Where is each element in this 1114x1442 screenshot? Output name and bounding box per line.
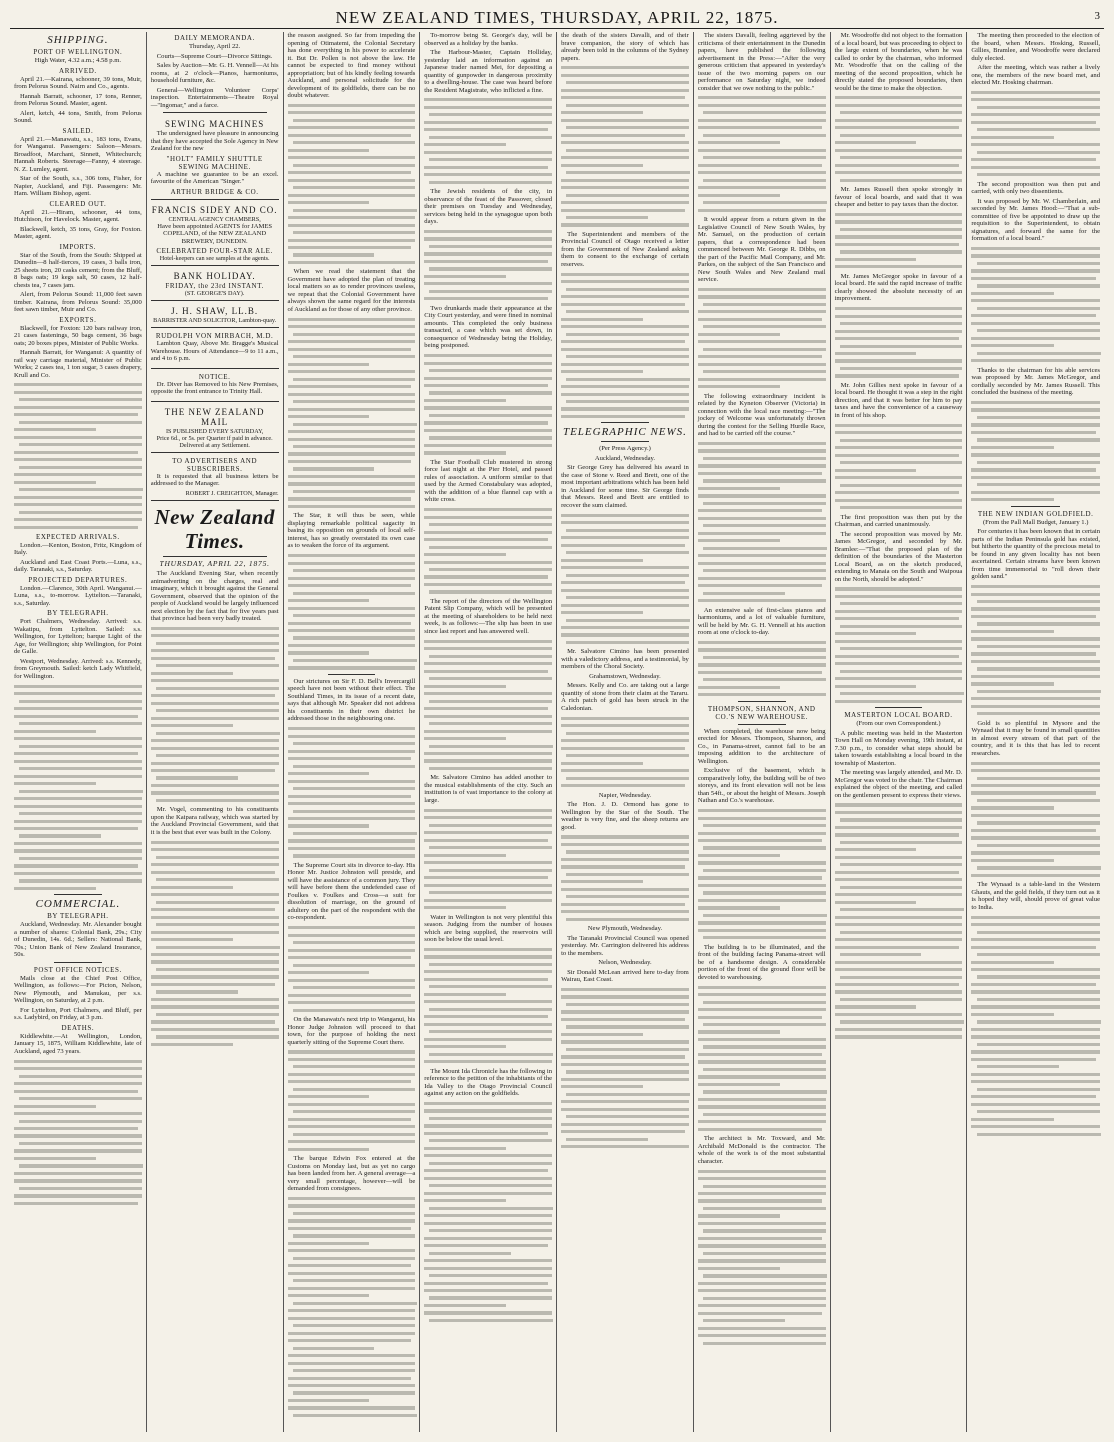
goldfield-source: (From the Pall Mall Budget, January 1.)	[982, 518, 1089, 526]
text-lines	[288, 1050, 416, 1150]
telegraph-heading: BY TELEGRAPH.	[47, 609, 109, 618]
article-paragraph: It was proposed by Mr. W. Chamberlain, and seconded by Mr. James Hood:—"That a sub-committee of five be appointed to draw up the requisition to the Superintendent, to obtain signatures, and forward the same for the formation of a local board."	[971, 197, 1100, 243]
text-lines	[424, 230, 552, 301]
newspaper-title: New Zealand Times.	[154, 504, 275, 553]
cleared-heading: CLEARED OUT.	[49, 199, 107, 208]
departures-heading: PROJECTED DEPARTURES.	[28, 575, 128, 584]
ad-body: A machine we guarantee to be an excel. favourite of the American "Singer."	[150, 170, 279, 185]
text-lines	[835, 96, 963, 182]
article-paragraph: After the meeting, which was rather a lively one, the members of the new board met, and elected Mr. Hosking chairman.	[971, 64, 1100, 86]
issue-date: THURSDAY, APRIL 22, 1875.	[159, 558, 270, 568]
news-paragraph: The report of the directors of the Wellington Patent Slip Company, which will be presented at the meeting of shareholders to be held next week, is as follows:—The slip has been in use since last report and has answered well.	[424, 597, 553, 635]
text-lines	[971, 247, 1100, 362]
news-paragraph: The Mount Ida Chronicle has the following in reference to the petition of the inhabitants of the Ida Valley to the Otago Provincial Council against any action on the goldfields.	[424, 1067, 553, 1098]
news-paragraph: The Harbour-Master, Captain Holliday, yesterday laid an information against an Japanese trader named Mei, for depositing a quantity of gunpowder in dangerous proximity to a dwelling-house. The case was heard before the Resident Magistrate, who inflicted a fine.	[424, 49, 553, 94]
article-paragraph: Thanks to the chairman for his able services was proposed by Mr. James McGregor, and cordially seconded by Mr. James Russell. This concluded the business of the meeting.	[971, 366, 1100, 397]
text-lines	[424, 1102, 552, 1322]
ad-heading: THE NEW ZEALAND MAIL	[164, 406, 265, 427]
ad-note: (ST. GEORGE'S DAY).	[184, 290, 245, 297]
telegram-paragraph: Mr. Salvatore Cimino has been presented with a valedictory address, and a testimonial, by members of the Choral Society.	[561, 648, 689, 671]
divider	[738, 701, 786, 702]
dateline: Napier, Wednesday.	[598, 791, 652, 799]
advertisement-mirbach	[151, 330, 279, 369]
text-lines	[561, 514, 689, 644]
post-office-item: Mails close at the Chief Post Office, Wellington, as follows:—For Picton, Nelson, New Plymouth, and Manukau, per s.s. Wellington, on Saturday, at 2 p.m.	[14, 974, 142, 1005]
text-lines	[971, 91, 1100, 177]
deaths-item: Kiddlewhite.—At Wellington, London, January 15, 1875, William Kiddlewhite, late of Auckland, aged 73 years.	[14, 1032, 142, 1055]
article-paragraph: Our strictures on Sir F. D. Bell's Invercargill speech have not been without their effect. The Southland Times, in its issue of a recent date, says that although Mr. Speaker did not address his constituents in their own district he addressed those in the neighbouring one.	[287, 677, 416, 723]
article-paragraph: The Supreme Court sits in divorce to-day. His Honor Mr. Justice Johnston will preside, and will have the assistance of a common jury. They will have before them the undefended case of Foulkes v. Foulkes and Cross—a suit for dissolution of marriage, on the ground of adultery on the part of the respondent with the co-respondent.	[287, 861, 416, 922]
advertisement-nz-mail	[151, 404, 279, 453]
ad-body: Dr. Diver has Removed to his New Premises, opposite the front entrance to Trinity Hall.	[150, 380, 279, 395]
ad-heading: TO ADVERTISERS AND SUBSCRIBERS.	[172, 456, 258, 473]
text-lines	[14, 1060, 142, 1205]
ad-body: BARRISTER AND SOLICITOR, Lambton-quay.	[153, 317, 277, 324]
text-lines	[698, 1170, 826, 1345]
ad-footer: Hotel-keepers can see samples at the agents.	[159, 255, 270, 262]
article-paragraph: The Wynaad is a table-land in the Western Ghauts, and the gold fields, if they turn out as it is hoped they will, should prove of great value to India.	[971, 881, 1100, 911]
ad-heading: RUDOLPH VON MIRBACH, M.D.	[155, 332, 274, 340]
dateline: Nelson, Wednesday.	[598, 959, 652, 967]
column-2	[147, 32, 284, 1432]
divider	[738, 724, 786, 725]
ad-heading: NOTICE.	[198, 372, 231, 381]
news-paragraph: the death of the sisters Davalli, and of their brave companion, the story of which has already been told in the columns of the Sydney papers.	[561, 32, 689, 62]
arrived-item: Alert, ketch, 44 tons, Smith, from Pelorus Sound.	[14, 109, 142, 124]
sailed-heading: SAILED.	[62, 126, 94, 135]
imports-item: Alert, from Pelorus Sound: 11,000 feet sawn timber. Kairana, from Pelorus Sound: 35,000 feet sawn timber, Muir and Co.	[14, 291, 142, 313]
masterton-source: (From our own Correspondent.)	[856, 720, 941, 728]
text-lines	[561, 835, 689, 921]
exports-heading: EXPORTS.	[59, 315, 97, 324]
advertisement-shaw	[151, 303, 279, 328]
article-paragraph: The meeting then proceeded to the election of the board, when Messrs. Hosking, Russell, Gillies, Bramlee, and Woodroffe were declared duly elected.	[971, 32, 1100, 62]
text-lines	[698, 641, 826, 697]
text-lines	[698, 96, 826, 211]
deaths-heading: DEATHS.	[61, 1023, 95, 1032]
divider	[328, 674, 376, 675]
article-paragraph: The building is to be illuminated, and the front of the building facing Panama-street will be of a handsome design. A considerable portion of the front of the ground floor will be devoted to warehousing.	[697, 943, 826, 981]
text-lines	[835, 213, 963, 269]
ad-subheading: CENTRAL AGENCY CHAMBERS,	[168, 215, 261, 223]
column-5	[557, 32, 694, 1432]
post-office-heading: POST OFFICE NOTICES.	[33, 965, 122, 974]
text-lines	[424, 809, 552, 909]
divider	[163, 112, 267, 113]
article-paragraph: The first proposition was then put by the Chairman, and carried unanimously.	[834, 513, 963, 529]
cleared-item: Blackwell, ketch, 35 tons, Gray, for Foxton. Master, agent.	[14, 225, 142, 240]
text-lines	[971, 916, 1100, 1136]
advertisement-to-advertisers	[151, 455, 279, 501]
telegram-paragraph: Sir George Grey has delivered his award in the case of Stone v. Reed and Brett, one of the most important arbitrations which has been held in Auckland for some time. Sir George finds that Messrs. Reed and Brett are entitled to recover the sum claimed.	[561, 464, 689, 509]
text-lines	[288, 554, 416, 669]
text-lines	[151, 627, 279, 802]
telegram-paragraph: Sir Donald McLean arrived here to-day from Wairau, East Coast.	[561, 968, 689, 984]
ad-product: CELEBRATED FOUR-STAR ALE.	[156, 247, 273, 255]
telegram-paragraph: Messrs. Kelly and Co. are taking out a large quantity of stone from their claim at the Tararu. A rich patch of gold has been struck in the Caledonian.	[561, 682, 689, 712]
article-paragraph: When we read the statement that the Government have adopted the plan of treating local matters so as to render provinces useless, we repeat that the Colonial Government have always shown the same regard for the interests of Auckland as for those of any other province.	[287, 268, 416, 313]
text-lines	[288, 727, 416, 857]
text-lines	[561, 273, 689, 418]
imports-heading: IMPORTS.	[59, 242, 97, 251]
column-6	[694, 32, 831, 1432]
telegraph-item: Port Chalmers, Wednesday. Arrived: s.s. Wakatipu, from Lyttelton. Sailed: s.s. Wellington, for Lyttelton; barque Light of the Age, for Wellington; ship Wellington, for Point de Galle.	[14, 618, 142, 656]
text-lines	[971, 762, 1100, 877]
advertisement-bank-holiday	[151, 268, 279, 301]
telegram-paragraph: The Taranaki Provincial Council was opened yesterday. Mr. Carrington delivered his address to the members.	[561, 934, 689, 957]
cleared-item: April 21.—Hiram, schooner, 44 tons, Hutchison, for Havelock. Master, agent.	[14, 208, 142, 223]
ad-body: FRIDAY, the 23rd INSTANT.	[165, 282, 264, 290]
memoranda-item: General—Wellington Volunteer Corps' inspection. Entertainments—Theatre Royal—"Ingomar," and a farce.	[150, 86, 279, 109]
shipping-heading: SHIPPING.	[47, 34, 109, 46]
advertisement-sewing-machines	[151, 116, 279, 200]
article-paragraph: The architect is Mr. Toxward, and Mr. Archibald McDonald is the contractor. The whole of the work is of the most substantial character.	[697, 1135, 826, 1165]
divider	[163, 556, 267, 557]
article-paragraph: Gold is so plentiful in Mysore and the Wynaad that it may be found in small quantities in almost every stream of that part of the country, and it is this that has led to recent researches.	[971, 719, 1100, 757]
goldfield-heading: THE NEW INDIAN GOLDFIELD.	[977, 509, 1094, 518]
ad-heading: BANK HOLIDAY.	[173, 271, 256, 281]
memoranda-item: Sales by Auction—Mr. G. H. Vennell—At his rooms, at 2 o'clock—Pianos, harmoniums, household furniture, &c.	[150, 62, 279, 84]
text-lines	[424, 508, 552, 594]
exports-item: Hannah Barratt, for Wanganui: A quantity of rail way carriage material, Minister of Public Works; 2 cases tea, 1 ton sugar, 3 cases drapery, Krull and Co.	[14, 349, 142, 379]
arrivals-item: London.—Kenton, Boston, Fritz, Kingdom of Italy.	[14, 541, 142, 557]
text-lines	[698, 442, 826, 602]
dateline: New Plymouth, Wednesday.	[587, 925, 663, 933]
article-paragraph: Mr. James McGregor spoke in favour of a local board. He said the rapid increase of traffic clearly showed the absolute necessity of an improvement.	[834, 272, 963, 303]
article-paragraph: Mr. James Russell then spoke strongly in favour of local boards, and said that it was cheaper and better to pay taxes than the doctor.	[834, 186, 963, 209]
column-4	[420, 32, 557, 1432]
article-paragraph: The second proposition was moved by Mr. James McGregor, and seconded by Mr. Bramlee:—"That the proposed plan of the definition of the boundaries of the Masterton Local Board, as on the sketch produced, extending to Manaia on the South and Waipoua on the North, should be adopted."	[834, 530, 963, 583]
text-lines	[835, 307, 963, 378]
warehouse-heading: THOMPSON, SHANNON, AND CO.'S NEW WAREHOUSE.	[707, 704, 816, 721]
commercial-subheading: BY TELEGRAPH.	[47, 912, 109, 921]
article-paragraph: On the Manawatu's next trip to Wanganui, his Honor Judge Johnston will proceed to that town, for the purpose of holding the next quarterly sitting of the Supreme Court there.	[287, 1016, 416, 1046]
memoranda-heading: DAILY MEMORANDA.	[174, 34, 255, 42]
article-paragraph: A public meeting was held in the Masterton Town Hall on Monday evening, 19th instant, at 7.30 p.m., to consider what steps should be taken towards establishing a local board in the township of Masterton.	[834, 729, 963, 767]
ad-signature: ARTHUR BRIDGE & CO.	[170, 187, 259, 196]
text-lines	[14, 383, 142, 528]
news-paragraph: The following extraordinary incident is related by the Kyneton Observer (Victoria) in connection with the local race meeting:—"The jockey of Welcome was unfortunately thrown during the contest for the Selling Hurdle Race, and had to be carried off the course."	[697, 392, 826, 438]
article-paragraph: When completed, the warehouse now being erected for Messrs. Thompson, Shannon, and Co., in Panama-street, cannot fail to be an imposing addition to the architecture of Wellington.	[697, 727, 826, 765]
news-paragraph: Two drunkards made their appearance at the City Court yesterday, and were fined in nominal amounts. This completed the only business transacted, a case which was set down, in consequence of Wednesday being the Holiday, being postponed.	[424, 304, 553, 350]
arrived-item: April 21.—Kairana, schooner, 39 tons, Muir, from Pelorus Sound. Nairn and Co., agents.	[14, 75, 142, 90]
ad-heading: FRANCIS SIDEY AND CO.	[151, 204, 278, 215]
news-paragraph: The sisters Davalli, feeling aggrieved by the criticisms of their entertainment in the Dunedin papers, have published the following advertisement in the Press:—"After the very generous criticism that appeared in yesterday's issue of the two morning papers on our performance on Saturday night, we indeed consider that we owe nothing to the public."	[697, 32, 826, 92]
text-lines	[151, 841, 279, 1046]
news-paragraph: It would appear from a return given in the Legislative Council of New South Wales, by Mr. Samuel, on the production of certain papers, that a correspondence had been commenced between Mr. George R. Dibbs, on the part of the Pacific Mail Company, and Mr. Parkes, on the subject of the San Francisco and New South Wales and New Zealand mail service.	[697, 216, 826, 284]
article-paragraph: The second proposition was then put and carried, with only two dissentients.	[971, 180, 1100, 196]
ad-signature: ROBERT J. CREIGHTON, Manager.	[185, 489, 279, 497]
columns	[10, 32, 1104, 1432]
article-paragraph: The Star, it will thus be seen, while displaying remarkable political sagacity in basing its opposition on grounds of local self-interest, has so greatly overstated its own case as to weaken the force of its argument.	[287, 512, 416, 550]
text-lines	[971, 585, 1100, 715]
news-paragraph: Mr. Salvatore Cimino has added another to the musical establishments of the city. Such an institution is of vast importance to the colony at large.	[424, 774, 553, 804]
advertisement-notice	[151, 371, 279, 402]
advertisement-francis-sidey	[151, 202, 279, 267]
leader-paragraph: Mr. Vogel, commenting to his constituents upon the Kaipara railway, which was started by the Auckland Provincial Government, said that it is the best that ever was built in the Colony.	[150, 806, 279, 836]
news-paragraph: To-morrow being St. George's day, will be observed as a holiday by the banks.	[424, 32, 553, 47]
text-lines	[835, 587, 963, 702]
dateline: Grahamstown, Wednesday.	[589, 672, 661, 680]
text-lines	[14, 685, 142, 890]
text-lines	[561, 988, 689, 1148]
divider	[54, 962, 102, 963]
text-lines	[698, 986, 826, 1131]
text-lines	[424, 98, 552, 184]
text-lines	[424, 354, 552, 454]
divider	[601, 441, 649, 442]
divider	[54, 894, 102, 895]
ad-body: The undersigned have pleasure in announcing that they have accepted the Sole Agency in New Zealand for the new	[150, 130, 279, 152]
telegram-paragraph: The Hon. J. D. Ormond has gone to Wellington by the Star of the South. The weather is very fine, and the sheep returns are good.	[561, 801, 689, 831]
column-1	[10, 32, 147, 1432]
text-lines	[698, 809, 826, 939]
article-paragraph: The barque Edwin Fox entered at the Customs on Monday last, but as yet no cargo has been landed from her. A general average—a very small percentage, however—will be demanded from consignees.	[287, 1155, 416, 1193]
text-lines	[561, 717, 689, 788]
article-paragraph: Mr. Woodroffe did not object to the formation of a local board, but was proceeding to object to the large extent of boundaries, when he was called to order by the chairman, who informed Mr. Woodroffe that on the calling of the meeting of the second proposition, which he directly stated the proposed boundaries, then would be the time to make the objection.	[834, 32, 963, 92]
leader-paragraph: The Auckland Evening Star, when recently animadverting on the charges, real and imaginary, which it brought against the General Government, observed that the opinion of the people of Auckland would be largely influenced next election by the fact that for five years past that province had been very badly treated.	[150, 570, 279, 622]
text-lines	[835, 803, 963, 1038]
memoranda-item: Courts—Supreme Court—Divorce Sittings.	[156, 52, 273, 60]
news-paragraph: An extensive sale of first-class pianos and harmoniums, and a lot of valuable furniture, will be held by Mr. G. H. Vennell at his auction room at one o'clock to-day.	[697, 606, 826, 637]
text-lines	[288, 926, 416, 1012]
text-lines	[288, 318, 416, 508]
imports-item: Star of the South, from the South: Shipped at Dunedin—8 half-tierces, 19 cases, 3 balls iron, 25 sheets iron, 20 casks cement; from the Bluff, 8 bags oats; 19 kegs salt, 50 cases, 12 half-chests tea, 7 cases jam.	[14, 251, 142, 289]
text-lines	[288, 1197, 416, 1417]
article-paragraph: For centuries it has been known that in certain parts of the Indian Peninsula gold has existed, but hitherto the quantity of the precious metal to be found in any given locality has not been ascertained. Certain streams have been known from time immemorial to "roll down their golden sand."	[971, 528, 1100, 581]
text-lines	[971, 401, 1100, 501]
news-paragraph: Water in Wellington is not very plentiful this season. Judging from the number of houses which are being supplied, the reservoirs will soon be below the usual level.	[424, 913, 553, 944]
text-lines	[561, 66, 689, 226]
high-water: High Water, 4.32 a.m.; 4.58 p.m.	[34, 57, 122, 64]
article-paragraph: Exclusive of the basement, which is comparatively lofty, the building will be of two storeys, and its front elevation will not be less than 54ft., or about the height of Messrs. Joseph Nathan and Co.'s warehouse.	[697, 767, 826, 805]
page-number: 3	[1094, 10, 1100, 22]
masterton-heading: MASTERTON LOCAL BOARD.	[844, 711, 953, 720]
news-paragraph: The Jewish residents of the city, in observance of the feast of the Passover, closed their premises on Tuesday and Wednesday, services being held in the synagogue upon both days.	[424, 188, 553, 226]
masthead-title: NEW ZEALAND TIMES, THURSDAY, APRIL 22, 1875.	[335, 8, 779, 27]
ad-body: Price 6d., or 5s. per Quarter if paid in advance. Delivered at any Settlement.	[156, 434, 273, 449]
column-3	[284, 32, 421, 1432]
article-paragraph: the reason assigned. So far from impeding the opening of Otimatemi, the Colonial Secretary has done everything in his power to accelerate it. But Dr. Pollen is not above the law. He cannot be expected to find money without appropriation; but of his kindly feeling towards Auckland, and personal solicitude for the development of its goldfields, there can be no doubt whatever.	[287, 32, 416, 99]
memoranda-date: Thursday, April 22.	[189, 43, 241, 50]
text-lines	[288, 104, 416, 264]
exports-item: Blackwell, for Foxton: 120 bars railway iron, 21 cases fastenings, 50 bags cement, 36 bags oats; 20 boxes pipes, Minister of Public Works.	[14, 324, 142, 347]
divider	[1011, 506, 1060, 507]
arrived-heading: ARRIVED.	[59, 66, 97, 75]
sailed-item: April 21.—Manawatu, s.s., 183 tons, Evans, for Wanganui. Passengers: Saloon—Messrs. Broadfoot, Marchant, Sinnett, Whitechurch; Hannah Roberts. Steerage—Fanny, 4 steerage. N. Z. Lumley, agent.	[14, 135, 142, 173]
commercial-item: Auckland, Wednesday. Mr. Alexander bought a number of shares: Colonial Bank, 29s.; City of Dunedin, 14s. 6d.; Sellers: National Bank, 70s.; Union Bank of New Zealand Insurance, 50s.	[14, 921, 142, 959]
divider	[601, 422, 649, 423]
ad-body: Lambton Quay, Above Mr. Bragge's Musical Warehouse. Hours of Attendance—9 to 11 a.m., and 4 to 6 p.m.	[150, 340, 279, 362]
text-lines	[424, 948, 552, 1063]
ad-body: It is requested that all business letters be addressed to the Manager.	[150, 472, 279, 487]
divider	[875, 707, 923, 708]
port-line: PORT OF WELLINGTON.	[33, 48, 123, 56]
masthead	[10, 6, 1104, 29]
post-office-item: For Lyttelton, Port Chalmers, and Bluff, per s.s. Ladybird, on Friday, at 3 p.m.	[14, 1006, 142, 1022]
dateline: Auckland, Wednesday.	[594, 454, 656, 462]
text-lines	[835, 424, 963, 510]
ad-body: Have been appointed AGENTS for JAMES COPELAND, of the NEW ZEALAND BREWERY, DUNEDIN.	[157, 222, 273, 245]
arrived-item: Hannah Barratt, schooner, 17 tons, Renner, from Pelorus Sound. Master, agent.	[14, 92, 142, 107]
ad-heading: SEWING MACHINES	[165, 119, 265, 129]
arrivals-heading: EXPECTED ARRIVALS.	[35, 532, 120, 541]
telegraph-item: Westport, Wednesday. Arrived: s.s. Kennedy, from Greymouth. Sailed: ketch Lady Whitfield, for Wellington.	[14, 657, 142, 680]
column-8	[967, 32, 1104, 1432]
arrivals-item: Auckland and East Coast Ports.—Luna, s.s., daily. Taranaki, s.s., Saturday.	[14, 558, 142, 574]
ad-product: "HOLT" FAMILY SHUTTLE SEWING MACHINE.	[166, 154, 263, 171]
news-paragraph: The Star Football Club mustered in strong force last night at the Pier Hotel, and passed rules of association. A uniform similar to that used by the Armed Constabulary was adopted, with the addition of a blue flannel cap with a white cross.	[424, 458, 553, 504]
text-lines	[424, 640, 552, 770]
article-paragraph: The meeting was largely attended, and Mr. D. McGregor was voted to the chair. The Chairman explained the object of the meeting, and called on the gentlemen present to express their views.	[834, 769, 963, 799]
telegraphic-source: (Per Press Agency.)	[599, 445, 651, 453]
news-paragraph: The Superintendent and members of the Provincial Council of Otago received a letter from the Government of New Zealand asking them to consent to the exchange of certain reserves.	[561, 230, 689, 268]
commercial-heading: COMMERCIAL.	[35, 898, 121, 911]
departures-item: London.—Clarence, 30th April. Wanganui.—Luna, s.s., to-morrow. Lyttelton.—Taranaki, s.s., Saturday.	[14, 584, 142, 607]
column-7	[831, 32, 968, 1432]
ad-heading: J. H. SHAW, LL.B.	[171, 306, 259, 316]
ad-subheading: IS PUBLISHED EVERY SATURDAY,	[165, 427, 264, 435]
text-lines	[698, 288, 826, 388]
sailed-item: Star of the South, s.s., 306 tons, Fisher, for Napier, Auckland, and Fiji. Passengers: Mr. Ham. William Bishop, agent.	[14, 175, 142, 197]
article-paragraph: Mr. John Gillies next spoke in favour of a local board. He thought it was a step in the right direction, and that it was better for him to pay taxes and have the convenience of a causeway in front of his shop.	[834, 381, 963, 419]
telegraphic-news-heading: TELEGRAPHIC NEWS.	[562, 426, 687, 439]
